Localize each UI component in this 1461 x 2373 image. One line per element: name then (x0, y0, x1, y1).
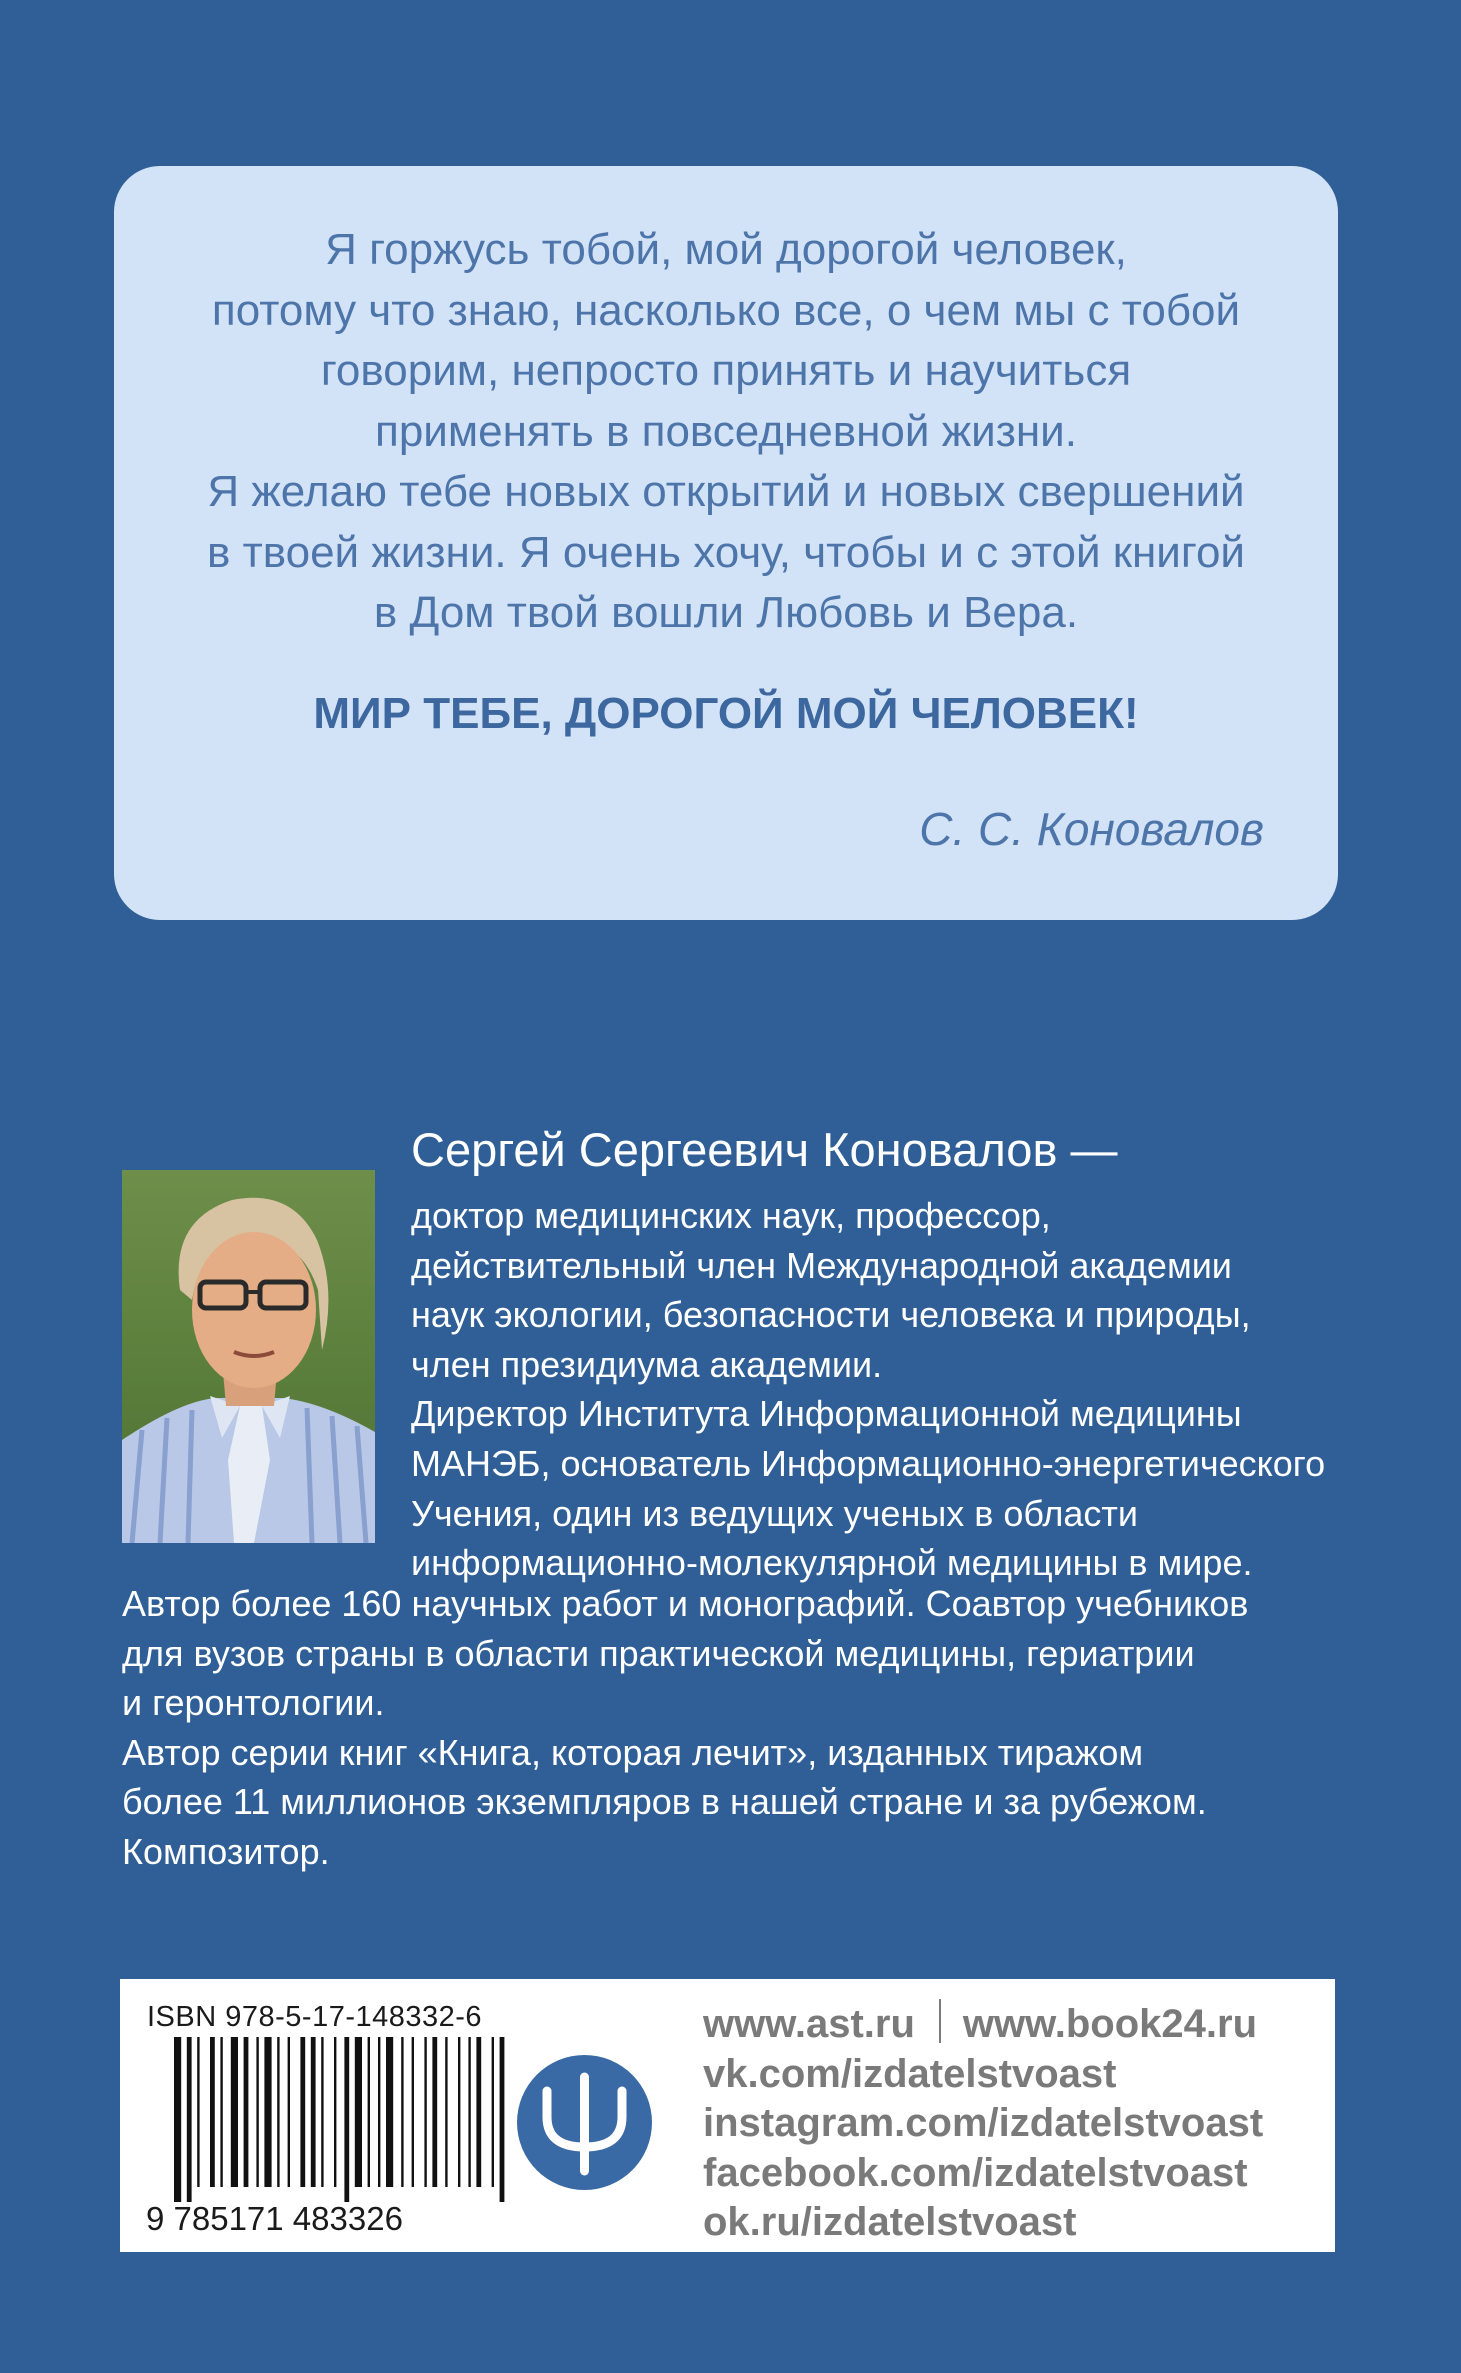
quote-line: в твоей жизни. Я очень хочу, чтобы и с этой книгой (206, 527, 1246, 577)
link-book24[interactable]: www.book24.ru (962, 2002, 1258, 2046)
bio-line: член президиума академии. (411, 1343, 883, 1385)
publisher-panel (120, 1979, 1335, 2252)
author-bio-full (122, 1579, 1248, 1877)
bio-line: для вузов страны в области практической медицины, гериатрии (122, 1632, 1195, 1674)
quote-slogan: МИР ТЕБЕ, ДОРОГОЙ МОЙ ЧЕЛОВЕК! (313, 688, 1139, 738)
bio-line: наук экологии, безопасности человека и природы, (411, 1294, 1251, 1336)
quote-line: потому что знаю, насколько все, о чем мы с тобой (211, 285, 1241, 335)
link-ok[interactable]: ok.ru/izdatelstvoast (703, 2200, 1077, 2244)
bio-line: Композитор. (122, 1830, 330, 1872)
bio-line: информационно-молекулярной медицины в мире. (411, 1542, 1253, 1584)
quote-box (114, 166, 1338, 920)
quote-line: применять в повседневной жизни. (375, 406, 1077, 456)
publisher-links (703, 1999, 1263, 2248)
bio-line: Автор серии книг «Книга, которая лечит», изданных тиражом (122, 1731, 1144, 1773)
barcode-digits: 9 785171 483326 (146, 2200, 403, 2237)
author-name: Сергей Сергеевич Коновалов — (411, 1123, 1118, 1176)
bio-line: более 11 миллионов экземпляров в нашей стране и за рубежом. (122, 1781, 1207, 1823)
quote-text (154, 220, 1298, 644)
link-ast[interactable]: www.ast.ru (703, 2002, 915, 2046)
author-photo (122, 1170, 375, 1543)
quote-line: Я горжусь тобой, мой дорогой человек, (325, 225, 1127, 274)
bio-line: Директор Института Информационной медицины (411, 1393, 1242, 1435)
quote-signature: С. С. Коновалов (919, 803, 1264, 855)
bio-line: МАНЭБ, основатель Информационно-энергетического (411, 1442, 1326, 1484)
bio-line: действительный член Международной академии (411, 1244, 1232, 1286)
link-row-websites (703, 1999, 1263, 2050)
quote-line: в Дом твой вошли Любовь и Вера. (373, 588, 1079, 637)
bio-line: доктор медицинских наук, профессор, (411, 1195, 1051, 1236)
bio-line: и геронтологии. (122, 1682, 385, 1724)
quote-line: Я желаю тебе новых открытий и новых свершений (207, 467, 1245, 516)
link-vk[interactable]: vk.com/izdatelstvoast (703, 2051, 1117, 2096)
author-portrait-icon (122, 1170, 375, 1543)
quote-line: говорим, непросто принять и научиться (320, 346, 1132, 395)
psi-logo-icon (517, 2055, 652, 2190)
isbn-label: ISBN 978-5-17-148332-6 (147, 2001, 483, 2033)
bio-line: Учения, один из ведущих ученых в области (411, 1492, 1138, 1534)
link-instagram[interactable]: instagram.com/izdatelstvoast (703, 2101, 1264, 2145)
psi-glyph-icon (517, 2055, 652, 2190)
bio-line: Автор более 160 научных работ и монографий. Соавтор учебников (122, 1583, 1249, 1624)
author-bio-indented (411, 1191, 1325, 1588)
link-divider (939, 1999, 941, 2043)
link-facebook[interactable]: facebook.com/izdatelstvoast (703, 2150, 1248, 2195)
